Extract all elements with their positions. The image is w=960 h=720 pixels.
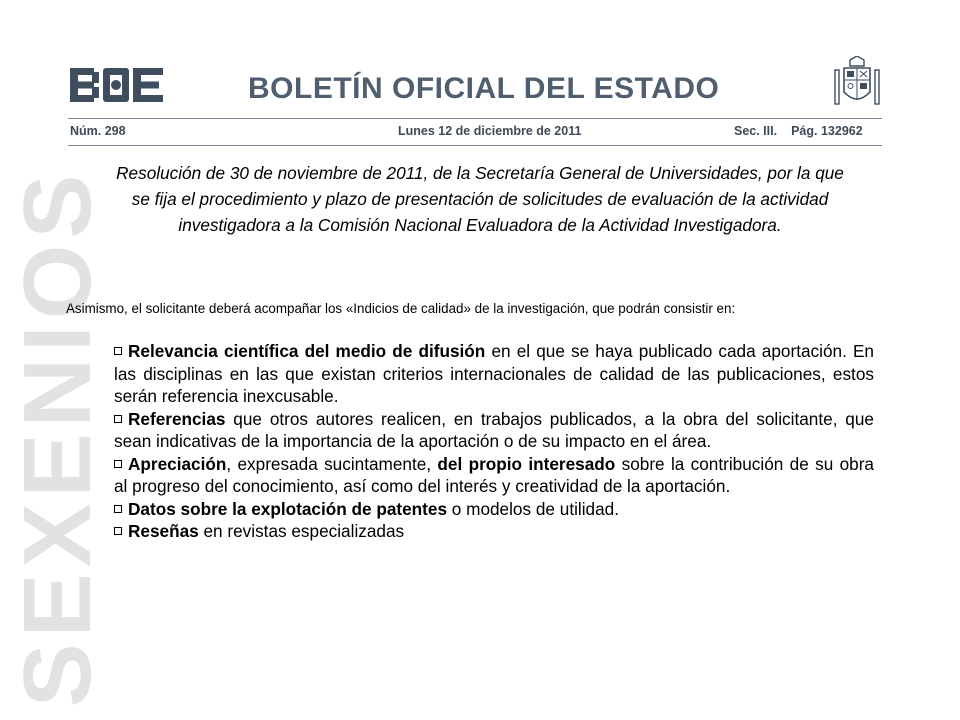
boe-logo-icon	[70, 68, 164, 102]
list-item: Apreciación, expresada sucintamente, del propio interesado sobre la contribución de su obra al progreso del conocimiento, así como del interés y creatividad de la aportación.	[114, 453, 874, 496]
resolution-title: Resolución de 30 de noviembre de 2011, de la Secretaría General de Universidades, por la que se fija el procedimiento y plazo de presentación de solicitudes de evaluación de la actividad investigadora a la Comisión Nacional Evaluadora de la Actividad Investigadora.	[116, 163, 844, 235]
list-item: Datos sobre la explotación de patentes o modelos de utilidad.	[114, 498, 874, 521]
list-item: Referencias que otros autores realicen, en trabajos publicados, a la obra del solicitante, que sean indicativas de la importancia de la aportación o de su impacto en el área.	[114, 408, 874, 451]
journal-title: BOLETÍN OFICIAL DEL ESTADO	[248, 72, 720, 105]
coat-of-arms-icon	[832, 56, 882, 110]
header-top-rule	[68, 118, 882, 119]
checkbox-bullet-icon	[114, 527, 122, 535]
list-item: Reseñas en revistas especializadas	[114, 520, 874, 543]
issue-date: Lunes 12 de diciembre de 2011	[398, 124, 582, 138]
checkbox-bullet-icon	[114, 415, 122, 423]
issue-number: Núm. 298	[70, 124, 126, 138]
quality-indicators-list	[114, 340, 874, 543]
checkbox-bullet-icon	[114, 347, 122, 355]
header-bottom-rule	[68, 145, 882, 146]
list-item: Relevancia científica del medio de difusión en el que se haya publicado cada aportación. En las disciplinas en las que existan criterios internacionales de calidad de las publicaciones, estos serán referencia inexcusable.	[114, 341, 874, 406]
section-label: Sec. III.	[734, 124, 778, 138]
intro-paragraph: Asimismo, el solicitante deberá acompañar los «Indicios de calidad» de la investigación, que podrán consistir en:	[66, 301, 736, 316]
page-label: Pág. 132962	[791, 124, 863, 138]
checkbox-bullet-icon	[114, 460, 122, 468]
checkbox-bullet-icon	[114, 505, 122, 513]
side-watermark-word: SEXENIOS	[4, 168, 111, 708]
section-page	[734, 124, 863, 138]
